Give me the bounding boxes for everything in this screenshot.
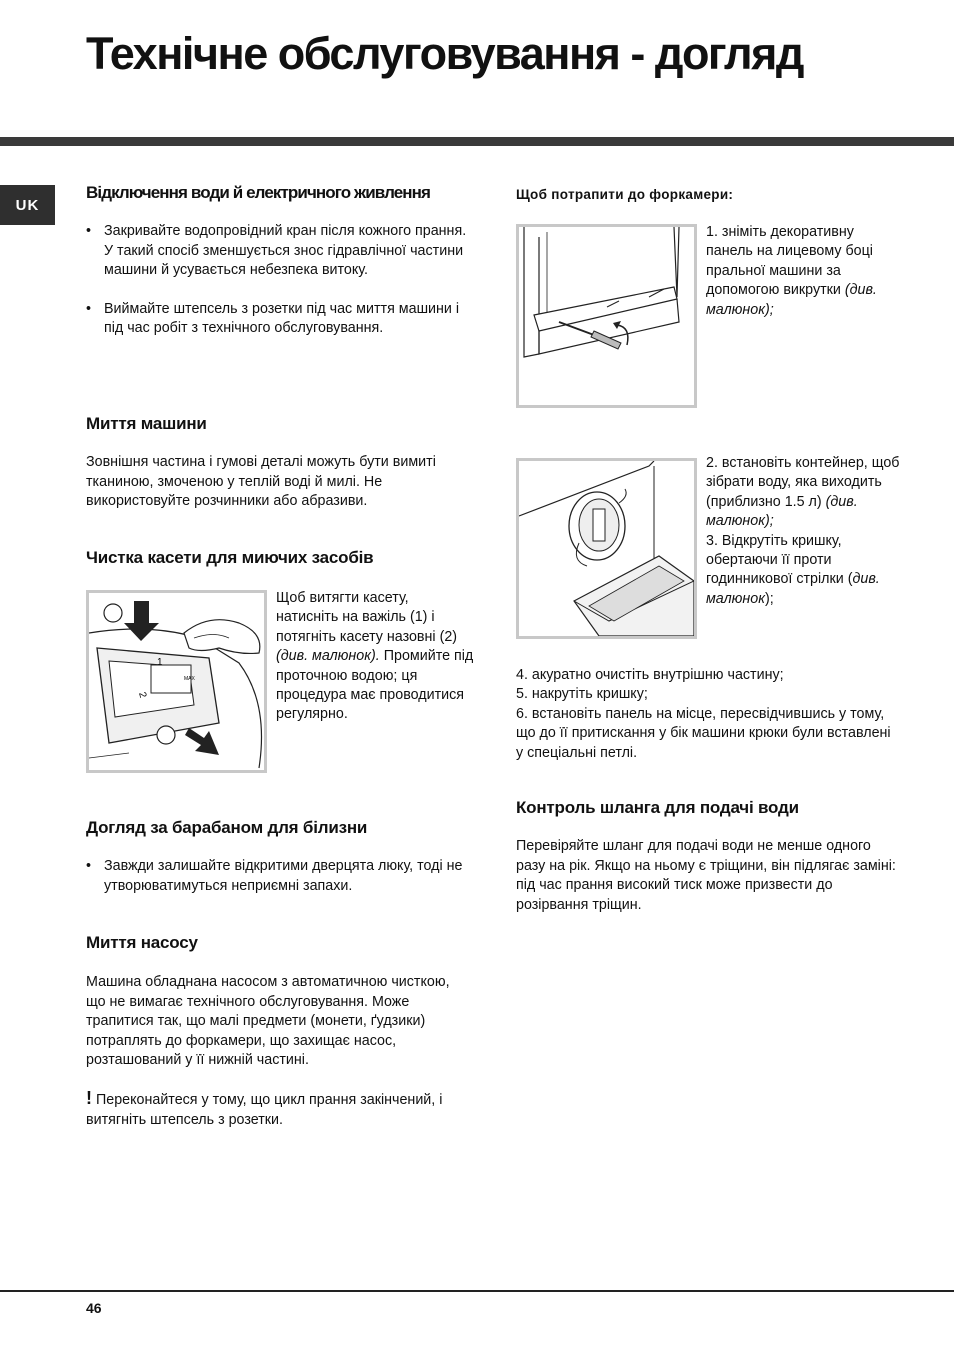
label-1: 1 (157, 657, 163, 668)
step-1-ref: (див. малюнок); (706, 282, 877, 318)
section-water-power (86, 183, 471, 338)
list-item: • Виймайте штепсель з розетки під час миття машини і під час робіт з технічного обслуговування. (86, 300, 471, 339)
prechamber-intro: Щоб потрапити до форкамери: (516, 187, 734, 202)
step-6: 6. встановіть панель на місце, пересвідчившись у тому, що до її притискання у бік машини крюки були вставлені у спеціальні петлі. (516, 705, 891, 761)
hose-check-text: Перевіряйте шланг для подачі води не менше одного разу на рік. Якщо на ньому є тріщини, він підлягає заміні: під час прання високий тиск може призвести до розірвання тріщин. (516, 838, 896, 913)
heading-pump-wash: Миття насосу (86, 933, 198, 952)
label-2: 2 (136, 690, 149, 700)
heading-hose-check: Контроль шланга для подачі води (516, 798, 799, 817)
machine-wash-text: Зовнішня частина і гумові деталі можуть бути вимиті тканиною, змоченою у теплій воді й милі. Не використовуйте розчинники або абразиви. (86, 454, 436, 510)
step-5: 5. накрутіть кришку; (516, 686, 648, 703)
detergent-drawer-figure (86, 590, 267, 773)
step-3-end: ); (764, 590, 774, 607)
panel-removal-figure (516, 224, 697, 408)
pump-cap-figure (516, 458, 697, 639)
step-2-ref: (див. малюнок); (706, 493, 858, 530)
section-detergent-drawer (86, 548, 471, 567)
section-pump-wash (86, 933, 471, 1130)
step-1-text: 1. зніміть декоративну панель на лицевому боці пральної машини за допомогою викрутки (706, 224, 873, 299)
step-4: 4. акуратно очистіть внутрішню частину; (516, 667, 784, 683)
heading-water-power: Відключення води й електричного живлення (86, 183, 431, 202)
header-rule (0, 137, 954, 146)
steps-2-3 (706, 454, 901, 609)
drawer-text-b: Промийте під проточною водою; ця процедура має проводитися регулярно. (276, 648, 474, 723)
section-drum-care (86, 818, 471, 896)
drawer-ref: (див. малюнок). (276, 648, 380, 665)
page-number: 46 (86, 1300, 102, 1316)
steps-4-6 (516, 666, 901, 763)
list-item: • Закривайте водопровідний кран після кожного прання. У такий спосіб зменшується знос гідравлічної частини машини й усувається небезпека витоку. (86, 222, 471, 280)
section-machine-wash (86, 414, 471, 512)
heading-drum-care: Догляд за барабаном для білизни (86, 818, 368, 837)
heading-detergent-drawer: Чистка касети для миючих засобів (86, 548, 374, 567)
step-3-ref: див. малюнок (706, 571, 880, 607)
drawer-text-a: Щоб витягти касету, натисніть на важіль (1) і потягніть касету назовні (2) (276, 590, 458, 645)
step-3-text: 3. Відкрутіть кришку, обертаючи її проти годинникової стрілки ( (706, 532, 853, 588)
page-title: Технічне обслуговування - догляд (86, 28, 803, 79)
warning-icon: ! (86, 1088, 92, 1109)
footer-rule (0, 1290, 954, 1292)
list-item: • Завжди залишайте відкритими дверцята люку, тоді не утворюватимуться неприємні запахи. (86, 857, 471, 896)
section-hose-check (516, 798, 901, 915)
max-mark: MAX (184, 676, 195, 682)
warning-text: Переконайтеся у тому, що цикл прання закінчений, і витягніть штепсель з розетки. (86, 1092, 443, 1128)
heading-machine-wash: Миття машини (86, 414, 207, 433)
step-1 (706, 223, 901, 320)
language-tab: UK (0, 185, 55, 225)
detergent-drawer-text (276, 589, 474, 725)
step-2-text: 2. встановіть контейнер, щоб зібрати воду, яка виходить (приблизно 1.5 л) (706, 455, 900, 510)
pump-wash-text: Машина обладнана насосом з автоматичною чисткою, що не вимагає технічного обслуговування. Може трапитися так, що малі предмети (монети, ґудзики) потраплять до форкамери, що захищає насос, розташований у її нижній частині. (86, 974, 450, 1069)
